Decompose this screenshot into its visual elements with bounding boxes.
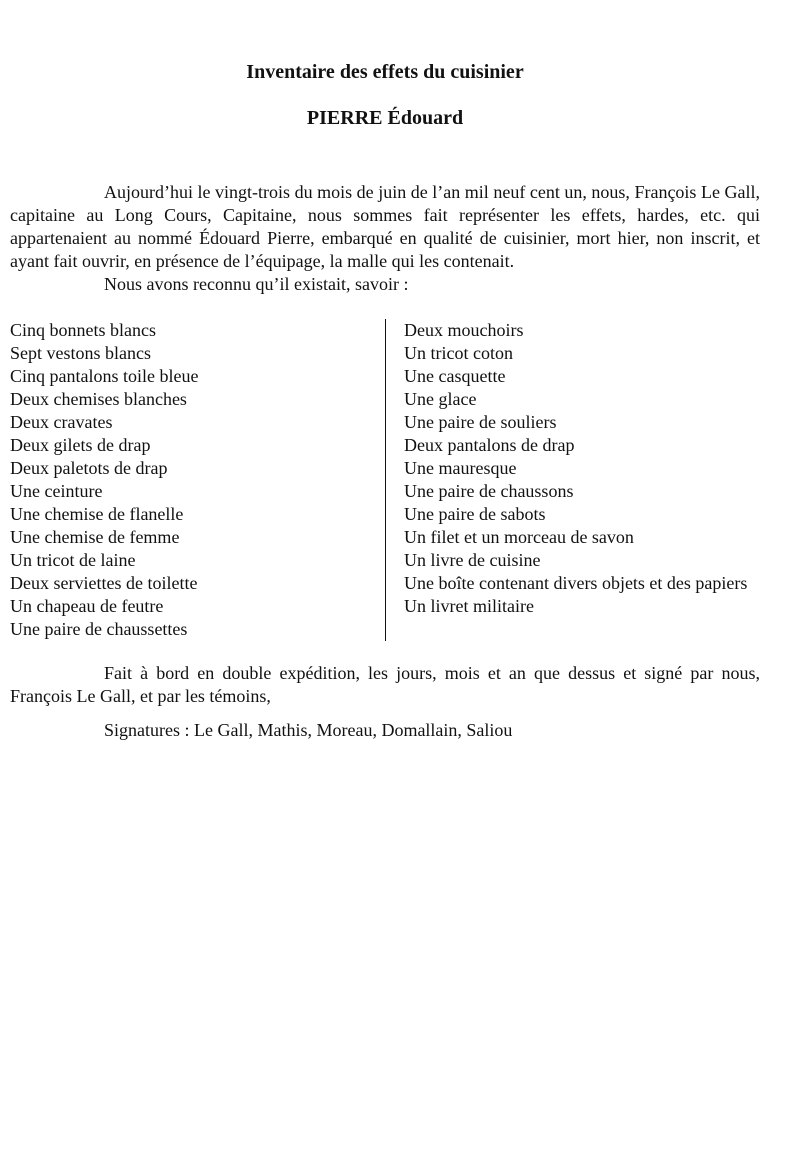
list-item: Une paire de souliers (404, 412, 557, 432)
list-item: Une boîte contenant divers objets et des papiers (404, 573, 748, 593)
inventory-column-right (404, 319, 760, 618)
list-item: Deux chemises blanches (10, 389, 187, 409)
list-item: Une chemise de femme (10, 527, 180, 547)
list-item: Deux cravates (10, 412, 113, 432)
intro-section (10, 181, 760, 296)
list-item: Une mauresque (404, 458, 517, 478)
document-title: Inventaire des effets du cuisinier (246, 61, 524, 83)
list-item: Une casquette (404, 366, 506, 386)
list-item: Deux pantalons de drap (404, 435, 575, 455)
document-subtitle: PIERRE Édouard (306, 107, 464, 129)
closing-paragraph: Fait à bord en double expédition, les jours, mois et an que dessus et signé par nous, François Le Gall, et par les témoins, (10, 663, 760, 706)
list-item: Un livret militaire (404, 596, 534, 616)
list-item: Deux paletots de drap (10, 458, 168, 478)
signatures-line: Signatures : Le Gall, Mathis, Moreau, Domallain, Saliou (104, 720, 513, 740)
list-item: Un livre de cuisine (404, 550, 541, 570)
intro-paragraph: Aujourd’hui le vingt-trois du mois de juin de l’an mil neuf cent un, nous, François Le Gall, capitaine au Long Cours, Capitaine, nous sommes fait représenter les effets, hardes, etc. qui appartenaient au nommé Édouard Pierre, embarqué en qualité de cuisinier, mort hier, non inscrit, et ayant fait ouvrir, en présence de l’équipage, la malle qui les contenait. (10, 182, 760, 271)
list-item: Sept vestons blancs (10, 343, 151, 363)
list-item: Une chemise de flanelle (10, 504, 184, 524)
intro-second-line: Nous avons reconnu qu’il existait, savoir : (104, 274, 409, 294)
list-item: Cinq bonnets blancs (10, 320, 156, 340)
list-item: Une glace (404, 389, 477, 409)
list-item: Un filet et un morceau de savon (404, 527, 634, 547)
list-item: Une ceinture (10, 481, 103, 501)
column-divider (385, 319, 386, 641)
list-item: Une paire de chaussons (404, 481, 574, 501)
closing-section (10, 662, 760, 708)
list-item: Cinq pantalons toile bleue (10, 366, 199, 386)
list-item: Deux gilets de drap (10, 435, 151, 455)
list-item: Une paire de chaussettes (10, 619, 188, 639)
list-item: Deux serviettes de toilette (10, 573, 198, 593)
inventory-column-left (10, 319, 375, 641)
list-item: Un tricot de laine (10, 550, 136, 570)
list-item: Un tricot coton (404, 343, 513, 363)
list-item: Deux mouchoirs (404, 320, 524, 340)
list-item: Une paire de sabots (404, 504, 546, 524)
list-item: Un chapeau de feutre (10, 596, 164, 616)
